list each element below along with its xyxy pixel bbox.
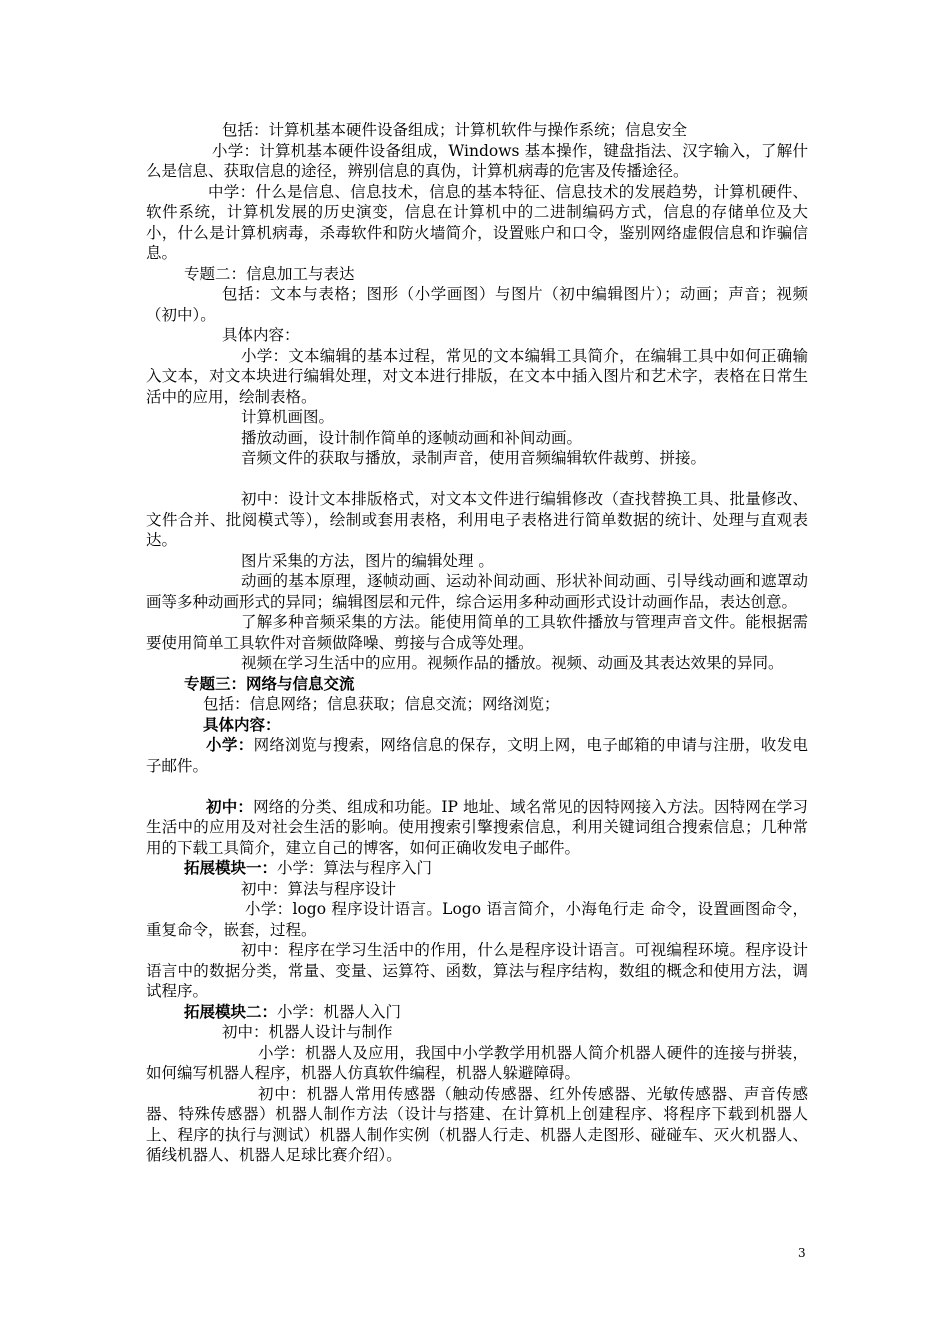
paragraph: 音频文件的获取与播放，录制声音，使用音频编辑软件裁剪、拼接。 <box>241 449 707 467</box>
label-bold: 初中： <box>206 796 254 816</box>
paragraph: 初中：程序在学习生活中的作用，什么是程序设计语言。可视编程环境。程序设计语言中的数据分类，常量、变量、运算符、函数，算法与程序结构，数组的概念和使用方法，调试程序。 <box>146 941 808 1000</box>
paragraph: 中学：什么是信息、信息技术，信息的基本特征、信息技术的发展趋势，计算机硬件、软件系统，计算机发展的历史演变，信息在计算机中的二进制编码方式，信息的存储单位及大小，什么是计算机病毒，杀毒软件和防火墙简介，设置账户和口令，鉴别网络虚假信息和诈骗信息。 <box>146 182 808 262</box>
paragraph: 小学：logo 程序设计语言。Logo 语言简介，小海龟行走 命令，设置画图命令，重复命令，嵌套，过程。 <box>146 900 808 939</box>
paragraph: 初中：机器人设计与制作 <box>222 1023 393 1041</box>
paragraph-text: 小学：机器人入门 <box>277 1002 402 1021</box>
paragraph: 包括：信息网络；信息获取；信息交流；网络浏览； <box>203 695 560 713</box>
paragraph <box>146 735 808 776</box>
subheading: 具体内容： <box>203 714 281 734</box>
section-heading: 专题二：信息加工与表达 <box>184 264 355 283</box>
paragraph: 播放动画，设计制作简单的逐帧动画和补间动画。 <box>241 428 583 447</box>
paragraph: 动画的基本原理，逐帧动画、运动补间动画、形状补间动画、引导线动画和遮罩动画等多种动画形式的异同；编辑图层和元件，综合运用多种动画形式设计动画作品，表达创意。 <box>146 572 808 611</box>
label-bold: 拓展模块一： <box>184 858 278 877</box>
paragraph: 小学：计算机基本硬件设备组成，Windows 基本操作，键盘指法、汉字输入，了解什么是信息、获取信息的途径，辨别信息的真伪，计算机病毒的危害及传播途径。 <box>146 141 808 180</box>
paragraph: 视频在学习生活中的应用。视频作品的播放。视频、动画及其表达效果的异同。 <box>241 654 784 672</box>
paragraph: 了解多种音频采集的方法。能使用简单的工具软件播放与管理声音文件。能根据需要使用简单工具软件对音频做降噪、剪接与合成等处理。 <box>146 613 808 652</box>
paragraph: 具体内容： <box>222 326 300 344</box>
paragraph-text: 网络浏览与搜索，网络信息的保存，文明上网，电子邮箱的申请与注册，收发电子邮件。 <box>146 736 808 775</box>
paragraph <box>146 1002 808 1023</box>
document-body <box>146 120 808 1166</box>
section-heading: 专题三：网络与信息交流 <box>184 673 355 693</box>
blank-line <box>146 469 808 490</box>
paragraph: 计算机画图。 <box>241 408 335 426</box>
paragraph <box>146 797 808 859</box>
paragraph: 初中：设计文本排版格式，对文本文件进行编辑修改（查找替换工具、批量修改、文件合并、批阅模式等），绘制或套用表格，利用电子表格进行简单数据的统计、处理与直观表达。 <box>146 490 808 549</box>
paragraph: 小学：文本编辑的基本过程，常见的文本编辑工具简介，在编辑工具中如何正确输入文本，对文本块进行编辑处理，对文本进行排版，在文本中插入图片和艺术字，表格在日常生活中的应用，绘制表格。 <box>146 346 808 406</box>
paragraph: 包括：文本与表格；图形（小学画图）与图片（初中编辑图片）；动画；声音；视频（初中）。 <box>146 285 808 324</box>
paragraph-text: 网络的分类、组成和功能。IP 地址、域名常见的因特网接入方法。因特网在学习生活中的应用及对社会生活的影响。使用搜索引擎搜索信息，利用关键词组合搜索信息；几种常用的下载工具简介，建立自己的博客，如何正确收发电子邮件。 <box>146 797 808 857</box>
label-bold: 小学： <box>206 735 254 754</box>
paragraph-text: 小学：算法与程序入门 <box>277 859 433 877</box>
blank-line <box>146 776 808 797</box>
page-number: 3 <box>798 1246 806 1260</box>
paragraph <box>146 858 808 879</box>
label-bold: 拓展模块二： <box>184 1001 278 1021</box>
paragraph: 初中：机器人常用传感器（触动传感器、红外传感器、光敏传感器、声音传感器、特殊传感器）机器人制作方法（设计与搭建、在计算机上创建程序、将程序下载到机器人上、程序的执行与测试）机器人制作实例（机器人行走、机器人走图形、碰碰车、灭火机器人、循线机器人、机器人足球比赛介绍）。 <box>146 1084 808 1164</box>
paragraph: 包括：计算机基本硬件设备组成；计算机软件与操作系统；信息安全 <box>222 121 688 139</box>
paragraph: 小学：机器人及应用，我国中小学教学用机器人简介机器人硬件的连接与拼装，如何编写机器人程序，机器人仿真软件编程，机器人躲避障碍。 <box>146 1043 808 1082</box>
paragraph: 图片采集的方法，图片的编辑处理 。 <box>241 551 494 570</box>
paragraph: 初中：算法与程序设计 <box>241 879 397 898</box>
